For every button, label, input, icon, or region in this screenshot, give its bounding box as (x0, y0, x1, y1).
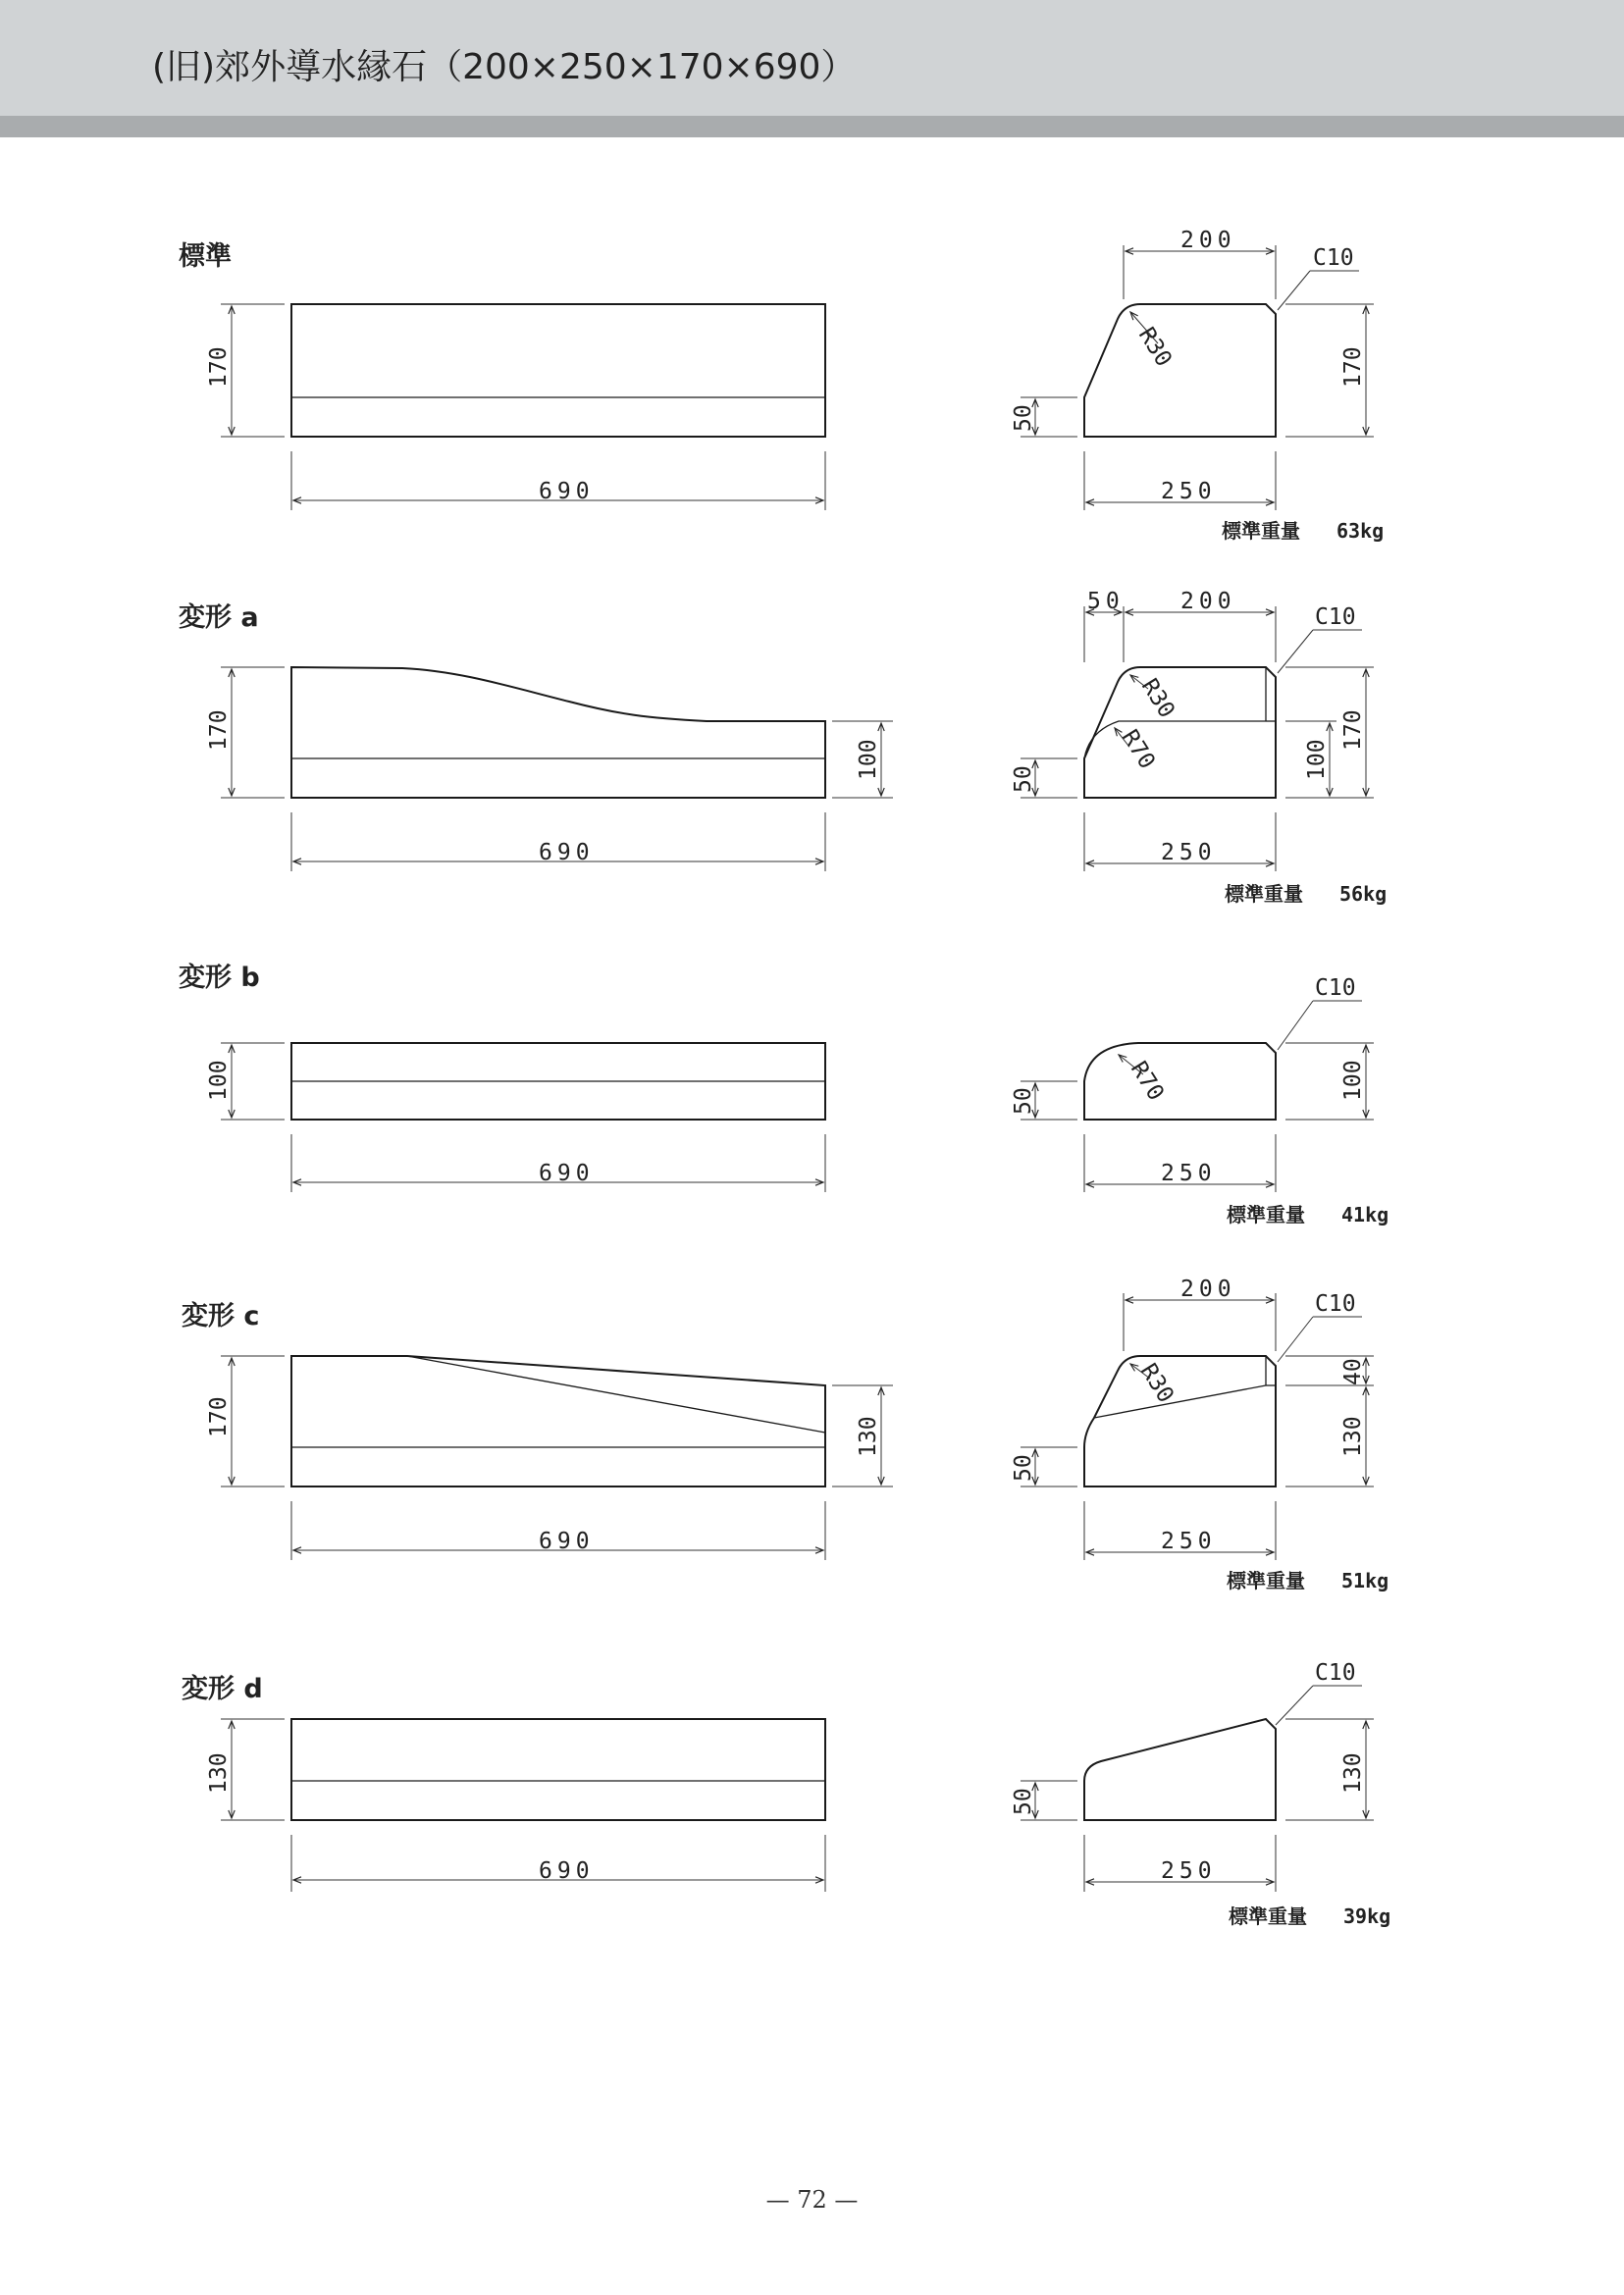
elevation-view (206, 667, 893, 871)
low-height-label: 50 (1011, 765, 1036, 793)
radius-1-label: R30 (1135, 674, 1179, 723)
right-height-label: 130 (1340, 1752, 1366, 1794)
chamfer-label: C10 (1315, 975, 1356, 1001)
cross-section-view (1011, 1277, 1374, 1560)
elevation-view (206, 1719, 825, 1892)
section-variant-d (182, 1660, 1390, 1928)
radius-label: R30 (1132, 323, 1177, 372)
length-label: 690 (539, 840, 595, 865)
top-width-label: 200 (1180, 589, 1236, 614)
height-label: 170 (206, 346, 232, 388)
bottom-width-label: 250 (1161, 1858, 1217, 1884)
end-height-label: 130 (856, 1416, 881, 1457)
bottom-width-label: 250 (1161, 1161, 1217, 1186)
low-height-label: 50 (1011, 1087, 1036, 1115)
section-title: 変形 d (182, 1674, 263, 1704)
radius-label: R70 (1125, 1057, 1169, 1106)
length-label: 690 (539, 1858, 595, 1884)
bottom-width-label: 250 (1161, 1529, 1217, 1554)
section-variant-a (179, 589, 1387, 906)
radius-2-label: R70 (1116, 725, 1160, 774)
right-height-label: 100 (1340, 1060, 1366, 1101)
low-height-label: 50 (1011, 404, 1036, 432)
bottom-width-label: 250 (1161, 479, 1217, 504)
end-height-label: 100 (856, 739, 881, 780)
page-title: (旧)郊外導水縁石（200×250×170×690） (152, 47, 857, 87)
cross-section-view (1011, 589, 1374, 871)
length-label: 690 (539, 479, 595, 504)
height-label: 130 (206, 1752, 232, 1794)
radius-label: R30 (1134, 1359, 1179, 1408)
low-height-label: 50 (1011, 1454, 1036, 1482)
weight-caption: 標準重量 (1229, 1904, 1307, 1928)
section-variant-c (182, 1277, 1388, 1592)
section-title: 標準 (179, 241, 232, 272)
chamfer-label: C10 (1315, 1291, 1356, 1317)
weight-value: 39kg (1343, 1904, 1391, 1928)
chamfer-label: C10 (1313, 245, 1354, 271)
low-height-label: 50 (1011, 1788, 1036, 1815)
right-height-label: 170 (1340, 709, 1366, 751)
weight-value: 41kg (1341, 1203, 1389, 1226)
bottom-width-label: 250 (1161, 840, 1217, 865)
top-width-label: 200 (1180, 228, 1236, 253)
right-height-label: 170 (1340, 346, 1366, 388)
section-standard (179, 228, 1384, 543)
weight-caption: 標準重量 (1222, 519, 1300, 543)
weight-value: 56kg (1339, 882, 1388, 906)
section-title: 変形 a (179, 602, 259, 633)
inner-height-label: 100 (1304, 739, 1330, 780)
weight-caption: 標準重量 (1227, 1203, 1305, 1226)
weight-caption: 標準重量 (1227, 1569, 1305, 1592)
top-offset-label: 50 (1087, 589, 1125, 614)
height-label: 100 (206, 1060, 232, 1101)
elevation-view (206, 1356, 893, 1560)
section-title: 変形 b (179, 963, 260, 993)
right-upper-label: 40 (1340, 1358, 1366, 1385)
weight-caption: 標準重量 (1225, 882, 1303, 906)
page-number: — 72 — (765, 2186, 859, 2214)
weight-value: 63kg (1336, 519, 1385, 543)
weight-value: 51kg (1341, 1569, 1389, 1592)
right-lower-label: 130 (1340, 1416, 1366, 1457)
height-label: 170 (206, 709, 232, 751)
elevation-view (206, 1043, 825, 1192)
cross-section-view (1011, 1660, 1374, 1892)
cross-section-view (1011, 228, 1374, 510)
length-label: 690 (539, 1161, 595, 1186)
section-variant-b (179, 962, 1388, 1226)
length-label: 690 (539, 1529, 595, 1554)
top-width-label: 200 (1180, 1277, 1236, 1302)
cross-section-view (1011, 975, 1374, 1192)
section-title: 変形 c (182, 1301, 260, 1331)
height-label: 170 (206, 1396, 232, 1437)
chamfer-label: C10 (1315, 604, 1356, 630)
chamfer-label: C10 (1315, 1660, 1356, 1686)
elevation-view (206, 304, 825, 510)
